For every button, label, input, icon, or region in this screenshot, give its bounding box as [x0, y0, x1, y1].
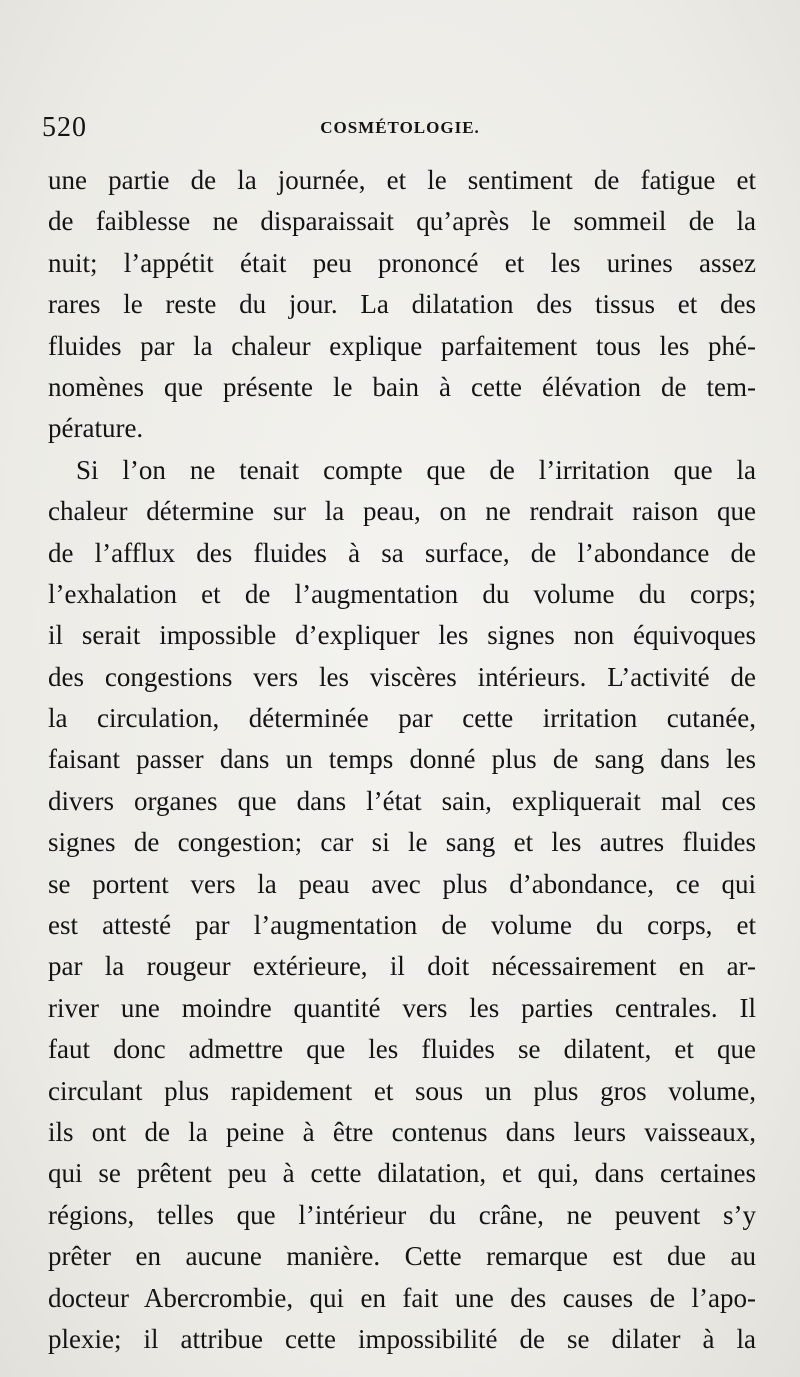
running-title: COSMÉTOLOGIE. [320, 118, 480, 137]
text-line: circulant plus rapidement et sous un plus gros volume, [48, 1075, 756, 1106]
page-header [42, 112, 758, 152]
text-line: fluides par la chaleur explique parfaitement tous les phé- [48, 330, 756, 361]
text-line: régions, telles que l’intérieur du crâne, ne peuvent s’y [48, 1199, 756, 1230]
text-line: nomènes que présente le bain à cette élévation de tem- [48, 371, 756, 402]
text-line: qui se prêtent peu à cette dilatation, et qui, dans certaines [48, 1158, 756, 1189]
text-line: divers organes que dans l’état sain, expliquerait mal ces [48, 785, 756, 816]
text-line: pérature. [48, 413, 144, 444]
text-line: de faiblesse ne disparaissait qu’après le sommeil de la [48, 206, 756, 237]
text-line: une partie de la journée, et le sentiment de fatigue et [48, 165, 756, 195]
text-line: docteur Abercrombie, qui en fait une des causes de l’apo- [48, 1282, 756, 1313]
text-line: ils ont de la peine à être contenus dans leurs vaisseaux, [48, 1116, 756, 1147]
text-line: nuit; l’appétit était peu prononcé et les urines assez [48, 247, 756, 278]
text-line: river une moindre quantité vers les parties centrales. Il [48, 992, 756, 1023]
page-number: 520 [42, 112, 87, 143]
text-line: est attesté par l’augmentation de volume du corps, et [48, 910, 756, 941]
text-line: rares le reste du jour. La dilatation des tissus et des [48, 289, 756, 320]
text-line: prêter en aucune manière. Cette remarque est due au [48, 1241, 756, 1272]
text-line: chaleur détermine sur la peau, on ne rendrait raison que [48, 496, 756, 527]
paragraph-start-line: Si l’on ne tenait compte que de l’irritation que la [76, 454, 756, 485]
text-line: des congestions vers les viscères intérieurs. L’activité de [48, 661, 756, 692]
body-text [48, 160, 756, 1360]
text-line: plexie; il attribue cette impossibilité de se dilater à la [48, 1323, 756, 1354]
text-line: par la rougeur extérieure, il doit nécessairement en ar- [48, 951, 756, 982]
text-line: se portent vers la peau avec plus d’abondance, ce qui [48, 868, 756, 899]
text-line: il serait impossible d’expliquer les signes non équivoques [48, 620, 756, 651]
text-line: faisant passer dans un temps donné plus de sang dans les [48, 744, 756, 775]
text-line: l’exhalation et de l’augmentation du volume du corps; [48, 578, 756, 609]
text-line: de l’afflux des fluides à sa surface, de l’abondance de [48, 537, 756, 568]
text-line: la circulation, déterminée par cette irritation cutanée, [48, 703, 756, 734]
text-line: signes de congestion; car si le sang et les autres fluides [48, 827, 756, 858]
text-line: faut donc admettre que les fluides se dilatent, et que [48, 1034, 756, 1065]
